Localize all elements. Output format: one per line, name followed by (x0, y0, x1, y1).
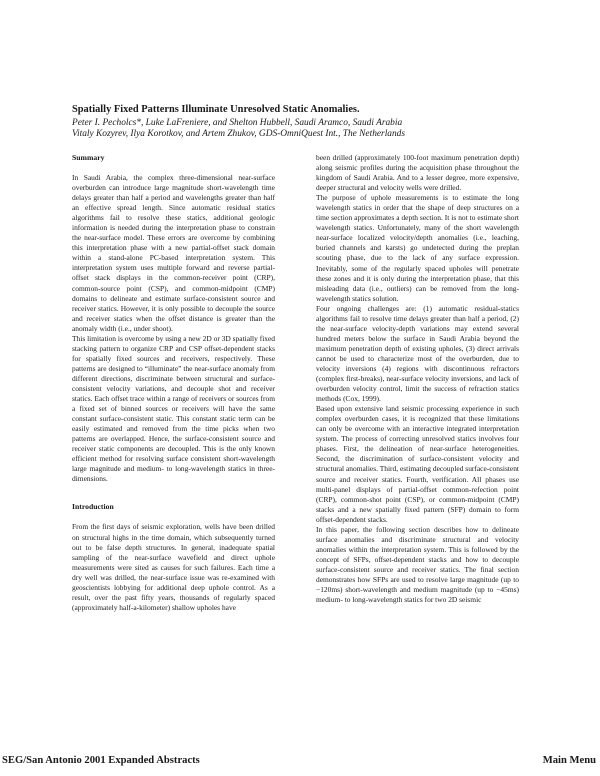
body-paragraph: Based upon extensive land seismic processing experience in such complex overburden cases, it is recognized that these limitations can only be overcome with an interactive integrated interpretation system. The process of correcting unresolved statics involves four phases. First, the delineation of near-surface heterogeneities. Second, the discrimination of surface-consistent velocity and structural anomalies. Third, estimating decoupled surface-consistent source and receiver statics. Fourth, verification. All phases use multi-panel displays of partial-offset common-refection point (CRP), common-shot point (CSP), or common-midpoint (CMP) stacks and a new spatially fixed pattern (SFP) domain to form offset-dependent stacks. (316, 404, 519, 524)
body-paragraph: The purpose of uphole measurements is to estimate the long wavelength statics in order that the shape of deep structures on a time section approximates a depth section. It is not to estimate short wavelength statics. Unfortunately, many of the short wavelength near-surface localized velocity/depth anomalies (i.e., leaching, buried channels and karsts) go undetected during the preplan scouting phase, due to the lack of any surface expression. Inevitably, some of the regularly spaced upholes will penetrate these zones and it is only during the interpretation phase, that this misleading data (i.e., outliers) can be removed from the long-wavelength statics solution. (316, 193, 519, 303)
body-paragraph: Four ongoing challenges are: (1) automatic residual-statics algorithms fail to resolve time delays greater than half a period, (2) the near-surface velocity-depth variations may extend several hundred meters below the surface in Saudi Arabia beyond the maximum penetration depth of existing upholes, (3) direct arrivals cannot be used to characterize most of the overburden, due to velocity inversions (4) regions with discontinuous refractors (complex first-breaks), near-surface velocity inversions, and lack of overburden velocity control, limit the success of refraction statics methods (Cox, 1999). (316, 303, 519, 404)
body-paragraph: In this paper, the following section describes how to delineate surface anomalies and discriminate structural and velocity anomalies within the interpretation system. This is followed by the concept of SFPs, offset-dependent stacks and how to decouple surface-consistent source and receiver statics. The final section demonstrates how SFPs are used to resolve large magnitude (up to −120ms) short-wavelength and medium magnitude (up to −45ms) medium- to long-wavelength statics for two 2D seismic (316, 524, 519, 605)
author-line-2: Vitaly Kozyrev, Ilya Korotkov, and Artem Zhukov, GDS-OmniQuest Int., The Netherlands (72, 129, 406, 139)
footer-conference: SEG/San Antonio 2001 Expanded Abstracts (2, 755, 200, 766)
author-line-1: Peter I. Pecholcs*, Luke LaFreniere, and Shelton Hubbell, Saudi Aramco, Saudi Arabia (72, 118, 403, 128)
introduction-heading: Introduction (72, 502, 114, 512)
summary-paragraph: This limitation is overcome by using a new 2D or 3D spatially fixed stacking pattern to organize CRP and CSP offset-dependent stacks for spatially fixed sources and receivers, respectively. These patterns are designed to “illuminate” the near-surface anomaly from different directions, discriminate between structural and surface-consistent velocity variations, and decouple shot and receiver statics. Each offset trace within a range of receivers or sources from a fixed set of binned sources or receivers will have the same constant surface-consistent static. This constant static term can be easily estimated and removed from the time picks when two patterns are overlapped. Hence, the surface-consistent source and receiver static components are decoupled. This is the only known efficient method for resolving surface consistent short-wavelength large magnitude and medium- to long-wavelength statics in three-dimensions. (72, 333, 275, 484)
right-column (316, 153, 519, 605)
body-paragraph: been drilled (approximately 100-foot maximum penetration depth) along seismic profiles during the acquisition phase throughout the kingdom of Saudi Arabia. And to a lesser degree, more expensive, deeper structural and velocity wells were drilled. (316, 153, 519, 193)
paper-title: Spatially Fixed Patterns Illuminate Unresolved Static Anomalies. (72, 104, 360, 115)
summary-paragraph: In Saudi Arabia, the complex three-dimensional near-surface overburden can introduce large magnitude short-wavelength time delays greater than half a period and wavelengths greater than half an effective spread length. Since automatic residual statics algorithms fail to resolve these statics, additional geologic information is needed during the interpretation phase to constrain the near-surface model. These errors are overcome by combining this interpretation phase with a new partial-offset stack domain within a stand-alone PC-based interpretation system. This interpretation system uses multiple forward and reverse partial-offset stack displays in the common-receiver point (CRP), common-source point (CSP), and common-midpoint (CMP) domains to delineate and estimate surface-consistent source and receiver statics. However, it is only possible to decouple the source and receiver statics when the offset distance is greater than the anomaly width (i.e., under shoot). (72, 173, 275, 333)
main-menu-link[interactable]: Main Menu (542, 755, 596, 766)
left-column (72, 153, 275, 613)
summary-heading: Summary (72, 153, 105, 162)
introduction-paragraph: From the first days of seismic exploration, wells have been drilled on structural highs in the time domain, which subsequently turned out to be false depth structures. In general, inadequate spatial sampling of the near-surface wavefield and direct uphole measurements were sited as causes for such failures. Each time a dry well was drilled, the near-surface issue was re-examined with geoscientists lobbying for additional deep uphole control. As a result, over the past fifty years, thousands of regularly spaced (approximately half-a-kilometer) shallow upholes have (72, 522, 275, 612)
